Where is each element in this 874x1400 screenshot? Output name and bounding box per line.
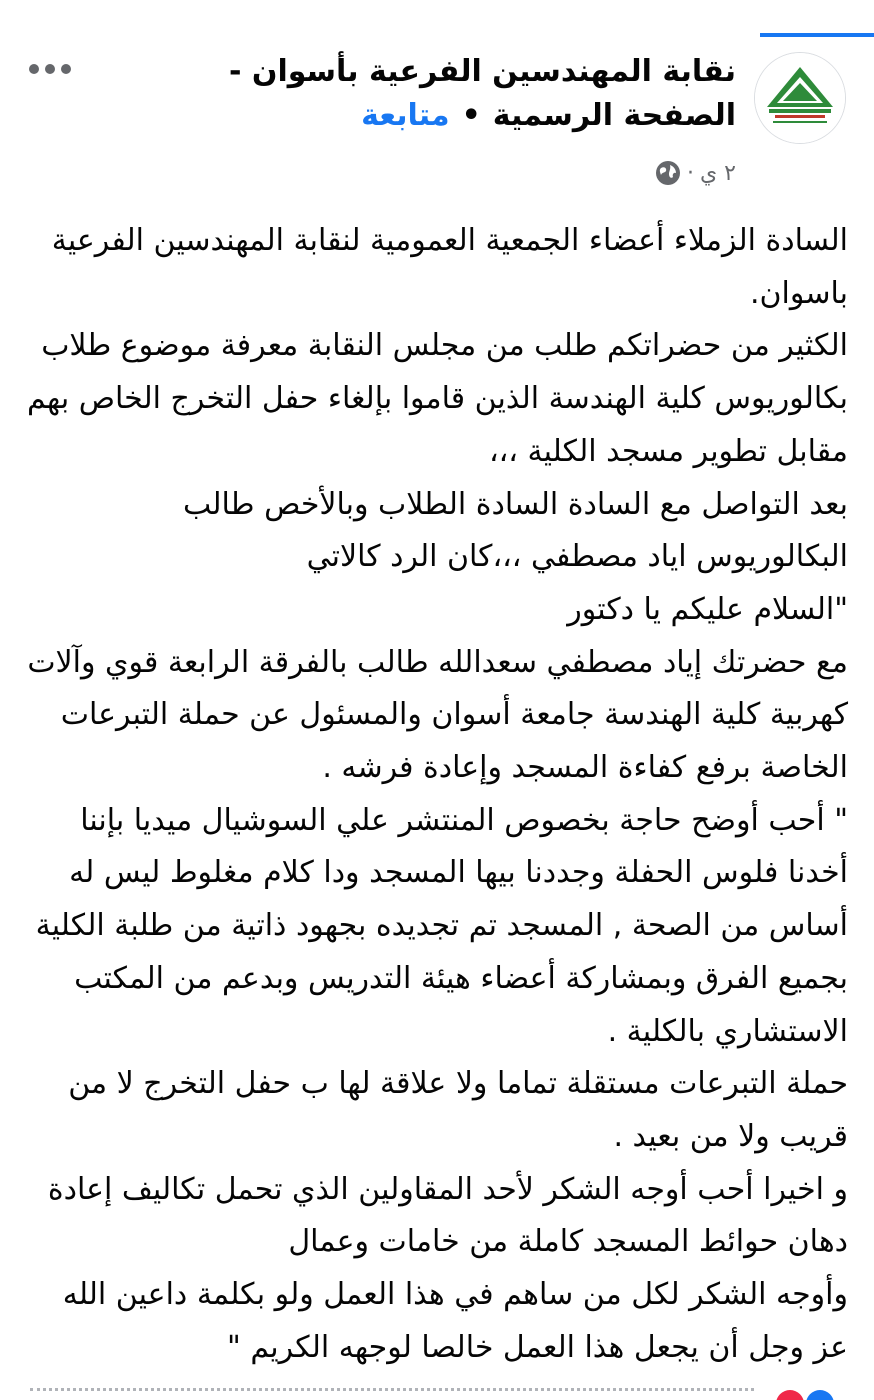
post-paragraph: وأوجه الشكر لكل من ساهم في هذا العمل ولو بكلمة داعين الله عز وجل أن يجعل هذا العمل خالصا لوجهه الكريم " — [62, 1277, 848, 1365]
post-timestamp[interactable]: ٢ ي — [699, 160, 736, 186]
post-header — [0, 44, 874, 194]
more-options-button[interactable] — [20, 54, 80, 84]
meta-dot: · — [686, 160, 694, 186]
post-body — [26, 215, 848, 1374]
globe-icon[interactable] — [655, 160, 681, 186]
syndicate-logo-icon — [755, 53, 845, 143]
cut-off-reactions-text — [30, 1388, 754, 1395]
reactions-strip — [0, 1384, 874, 1400]
more-horizontal-icon — [28, 63, 72, 75]
post-paragraph: حملة التبرعات مستقلة تماما ولا علاقة لها ب حفل التخرج لا من قريب ولا من بعيد . — [68, 1066, 848, 1154]
post-paragraph: و اخيرا أحب أوجه الشكر لأحد المقاولين الذي تحمل تكاليف إعادة دهان حوائط المسجد كاملة من خامات وعمال — [47, 1171, 848, 1260]
follow-separator: • — [461, 98, 481, 133]
post-paragraph: " أحب أوضح حاجة بخصوص المنتشر علي السوشيال ميديا بإننا أخدنا فلوس الحفلة وجددنا بيها المسجد ودا كلام مغلوط ليس له أساس من الصحة , المسجد تم تجديده بجهود ذاتية من طلبة الكلية بجميع الفرق وبمشاركة أعضاء هيئة التدريس وبدعم من المكتب الاستشاري بالكلية . — [35, 802, 848, 1049]
like-reaction-icon[interactable] — [806, 1390, 834, 1400]
post-paragraph: الكثير من حضراتكم طلب من مجلس النقابة معرفة موضوع طلاب بكالوريوس كلية الهندسة الذين قاموا بإلغاء حفل التخرج الخاص بهم مقابل تطوير مسجد الكلية ،،، — [27, 328, 848, 469]
post-author — [156, 50, 736, 138]
love-reaction-icon[interactable] — [776, 1390, 804, 1400]
top-tab-strip — [0, 0, 874, 40]
post-meta — [655, 160, 736, 186]
page-avatar[interactable] — [754, 52, 846, 144]
post-paragraph: السادة الزملاء أعضاء الجمعية العمومية لنقابة المهندسين الفرعية باسوان. — [51, 223, 848, 311]
post-paragraph: مع حضرتك إياد مصطفي سعدالله طالب بالفرقة الرابعة قوي وآلات كهربية كلية الهندسة جامعة أسوان والمسئول عن حملة التبرعات الخاصة برفع كفاءة المسجد وإعادة فرشه . — [27, 644, 848, 786]
page-name-link[interactable]: نقابة المهندسين الفرعية بأسوان - الصفحة الرسمية — [228, 54, 736, 133]
active-tab-indicator — [760, 33, 874, 37]
post-paragraph: "السلام عليكم يا دكتور — [567, 591, 848, 627]
post-paragraph: بعد التواصل مع السادة السادة الطلاب وبالأخص طالب البكالوريوس اياد مصطفي ،،،كان الرد كالاتي — [182, 486, 848, 575]
follow-button[interactable]: متابعة — [361, 98, 450, 133]
